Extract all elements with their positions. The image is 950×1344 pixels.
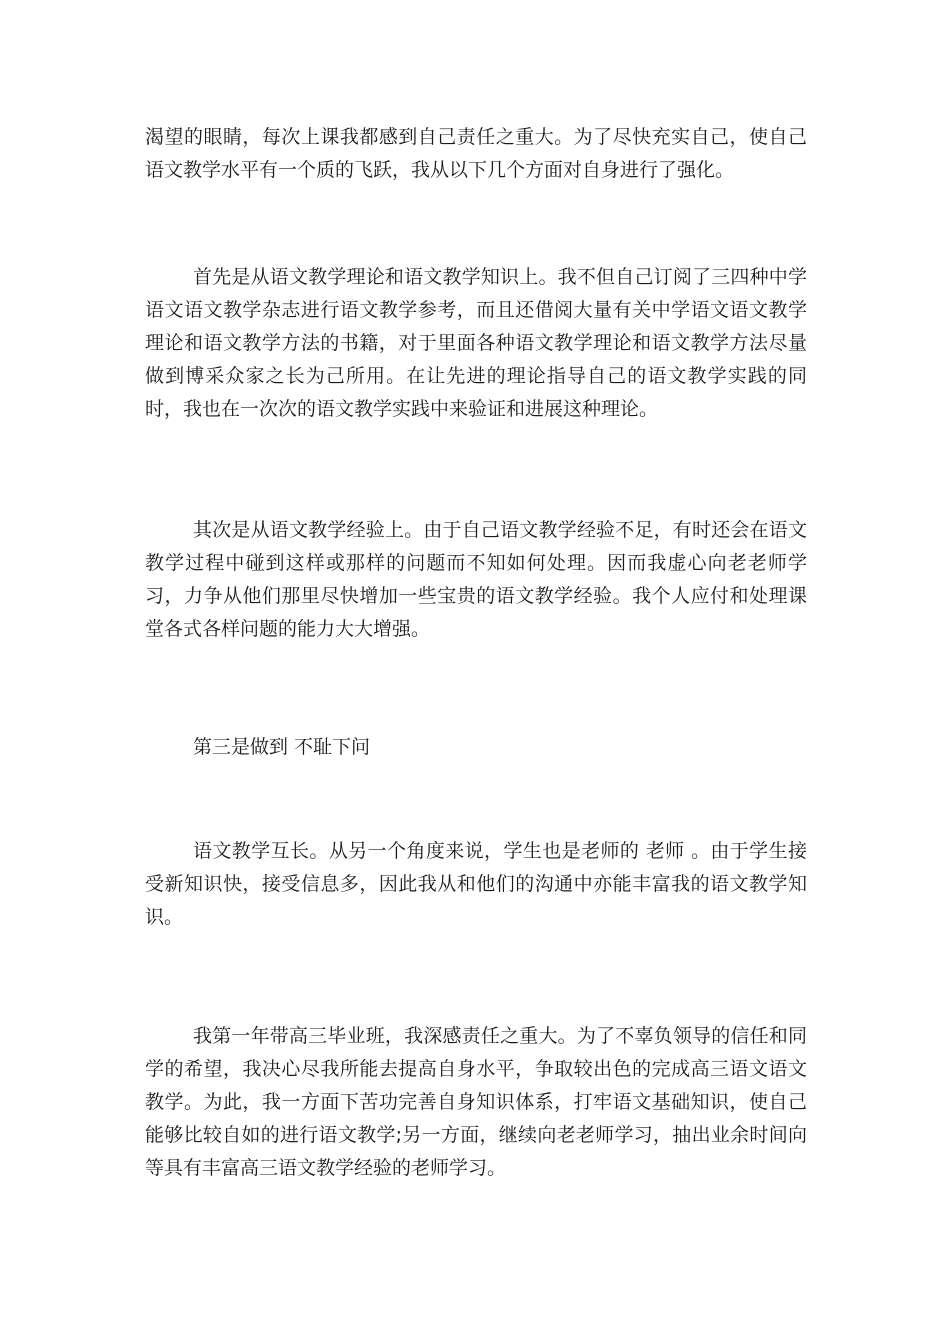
paragraph-third-point: 第三是做到 不耻下问 (193, 736, 371, 758)
paragraph-teaching-theory: 首先是从语文教学理论和语文教学知识上。我不但自己订阅了三四种中学语文语文教学杂志进行语文教学参考，而且还借阅大量有关中学语文语文教学理论和语文教学方法的书籍，对于里面各种语文教学理论和语文教学方法尽量做到博采众家之长为己所用。在让先进的理论指导自己的语文教学实践的同时，我也在一次次的语文教学实践中来验证和进展这种理论。 (145, 266, 807, 420)
paragraph-teaching-experience: 其次是从语文教学经验上。由于自己语文教学经验不足，有时还会在语文教学过程中碰到这样或那样的问题而不知如何处理。因而我虚心向老老师学习，力争从他们那里尽快增加一些宝贵的语文教学经验。我个人应付和处理课堂各式各样问题的能力大大增强。 (145, 519, 807, 640)
paragraph-continuation: 渴望的眼睛，每次上课我都感到自己责任之重大。为了尽快充实自己，使自己语文教学水平有一个质的飞跃，我从以下几个方面对自身进行了强化。 (145, 126, 807, 181)
paragraph-mutual-learning: 语文教学互长。从另一个角度来说，学生也是老师的 老师 。由于学生接受新知识快，接受信息多，因此我从和他们的沟通中亦能丰富我的语文教学知识。 (145, 840, 807, 928)
paragraph-senior-class: 我第一年带高三毕业班，我深感责任之重大。为了不辜负领导的信任和同学的希望，我决心尽我所能去提高自身水平，争取较出色的完成高三语文语文教学。为此，我一方面下苦功完善自身知识体系，打牢语文基础知识，使自己能够比较自如的进行语文教学;另一方面，继续向老老师学习，抽出业余时间向等具有丰富高三语文教学经验的老师学习。 (145, 1025, 807, 1179)
